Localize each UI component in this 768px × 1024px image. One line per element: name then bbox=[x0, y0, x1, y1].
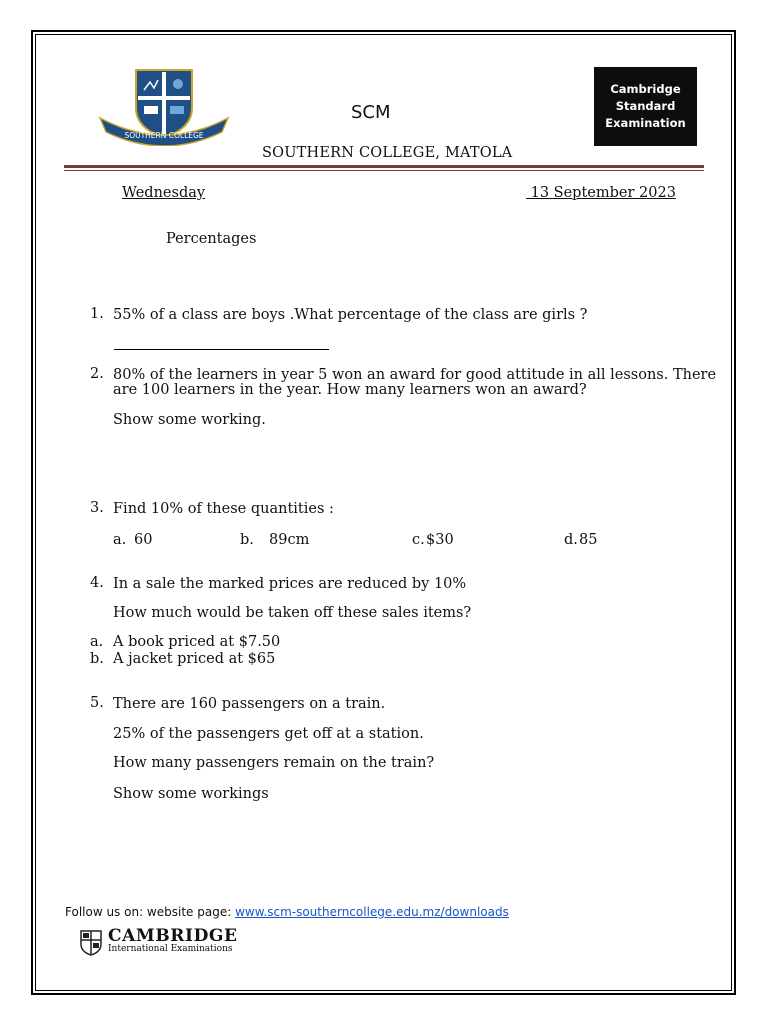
question-2-line: 80% of the learners in year 5 won an award for good attitude in all lessons. There bbox=[113, 367, 717, 383]
question-1-text: 55% of a class are boys .What percentage of the class are girls ? bbox=[113, 307, 588, 323]
topic-title: Percentages bbox=[166, 231, 257, 247]
question-3-text: Find 10% of these quantities : bbox=[113, 501, 334, 517]
logo-text: SOUTHERN COLLEGE bbox=[124, 131, 204, 140]
cambridge-logo bbox=[80, 926, 238, 956]
header-divider bbox=[64, 165, 704, 168]
question-5-line: How many passengers remain on the train? bbox=[113, 755, 435, 771]
item-text: A jacket priced at $65 bbox=[113, 651, 276, 667]
follow-text: Follow us on: website page: bbox=[65, 905, 236, 919]
cambridge-title: CAMBRIDGE bbox=[108, 926, 238, 946]
question-number: 5. bbox=[90, 695, 104, 711]
option-value: 89cm bbox=[269, 532, 310, 548]
question-2-line: are 100 learners in the year. How many learners won an award? bbox=[113, 382, 587, 398]
header-divider-thin bbox=[64, 170, 704, 171]
option-value: $30 bbox=[426, 532, 454, 548]
option-value: 60 bbox=[134, 532, 153, 548]
question-2-instruction: Show some working. bbox=[113, 412, 266, 428]
item-text: A book priced at $7.50 bbox=[113, 634, 281, 650]
cambridge-sub: International Examinations bbox=[108, 944, 233, 954]
badge-line: Examination bbox=[605, 116, 686, 130]
footer-follow bbox=[65, 905, 509, 919]
question-4-sub: How much would be taken off these sales items? bbox=[113, 605, 472, 621]
badge-line: Cambridge bbox=[610, 82, 681, 96]
date-label: 13 September 2023 bbox=[526, 185, 676, 201]
item-label: b. bbox=[90, 651, 104, 667]
school-crest-logo bbox=[96, 66, 232, 146]
question-number: 1. bbox=[90, 306, 104, 322]
question-number: 4. bbox=[90, 575, 104, 591]
cambridge-shield-icon bbox=[80, 930, 102, 956]
question-5-line: There are 160 passengers on a train. bbox=[113, 696, 386, 712]
question-5-line: 25% of the passengers get off at a station. bbox=[113, 726, 424, 742]
question-number: 3. bbox=[90, 500, 104, 516]
answer-line bbox=[114, 349, 329, 350]
option-label: a. bbox=[113, 532, 127, 548]
question-number: 2. bbox=[90, 366, 104, 382]
option-label: d. bbox=[564, 532, 578, 548]
option-value: 85 bbox=[579, 532, 598, 548]
downloads-link[interactable]: www.scm-southerncollege.edu.mz/downloads bbox=[235, 905, 509, 919]
question-5-line: Show some workings bbox=[113, 786, 269, 802]
option-label: c. bbox=[412, 532, 425, 548]
badge-line: Standard bbox=[615, 99, 676, 113]
exam-badge bbox=[594, 67, 697, 146]
school-short-name: SCM bbox=[351, 102, 391, 123]
college-name: SOUTHERN COLLEGE, MATOLA bbox=[262, 145, 513, 161]
item-label: a. bbox=[90, 634, 104, 650]
day-label: Wednesday bbox=[122, 185, 206, 201]
question-4-text: In a sale the marked prices are reduced by 10% bbox=[113, 576, 467, 592]
option-label: b. bbox=[240, 532, 254, 548]
